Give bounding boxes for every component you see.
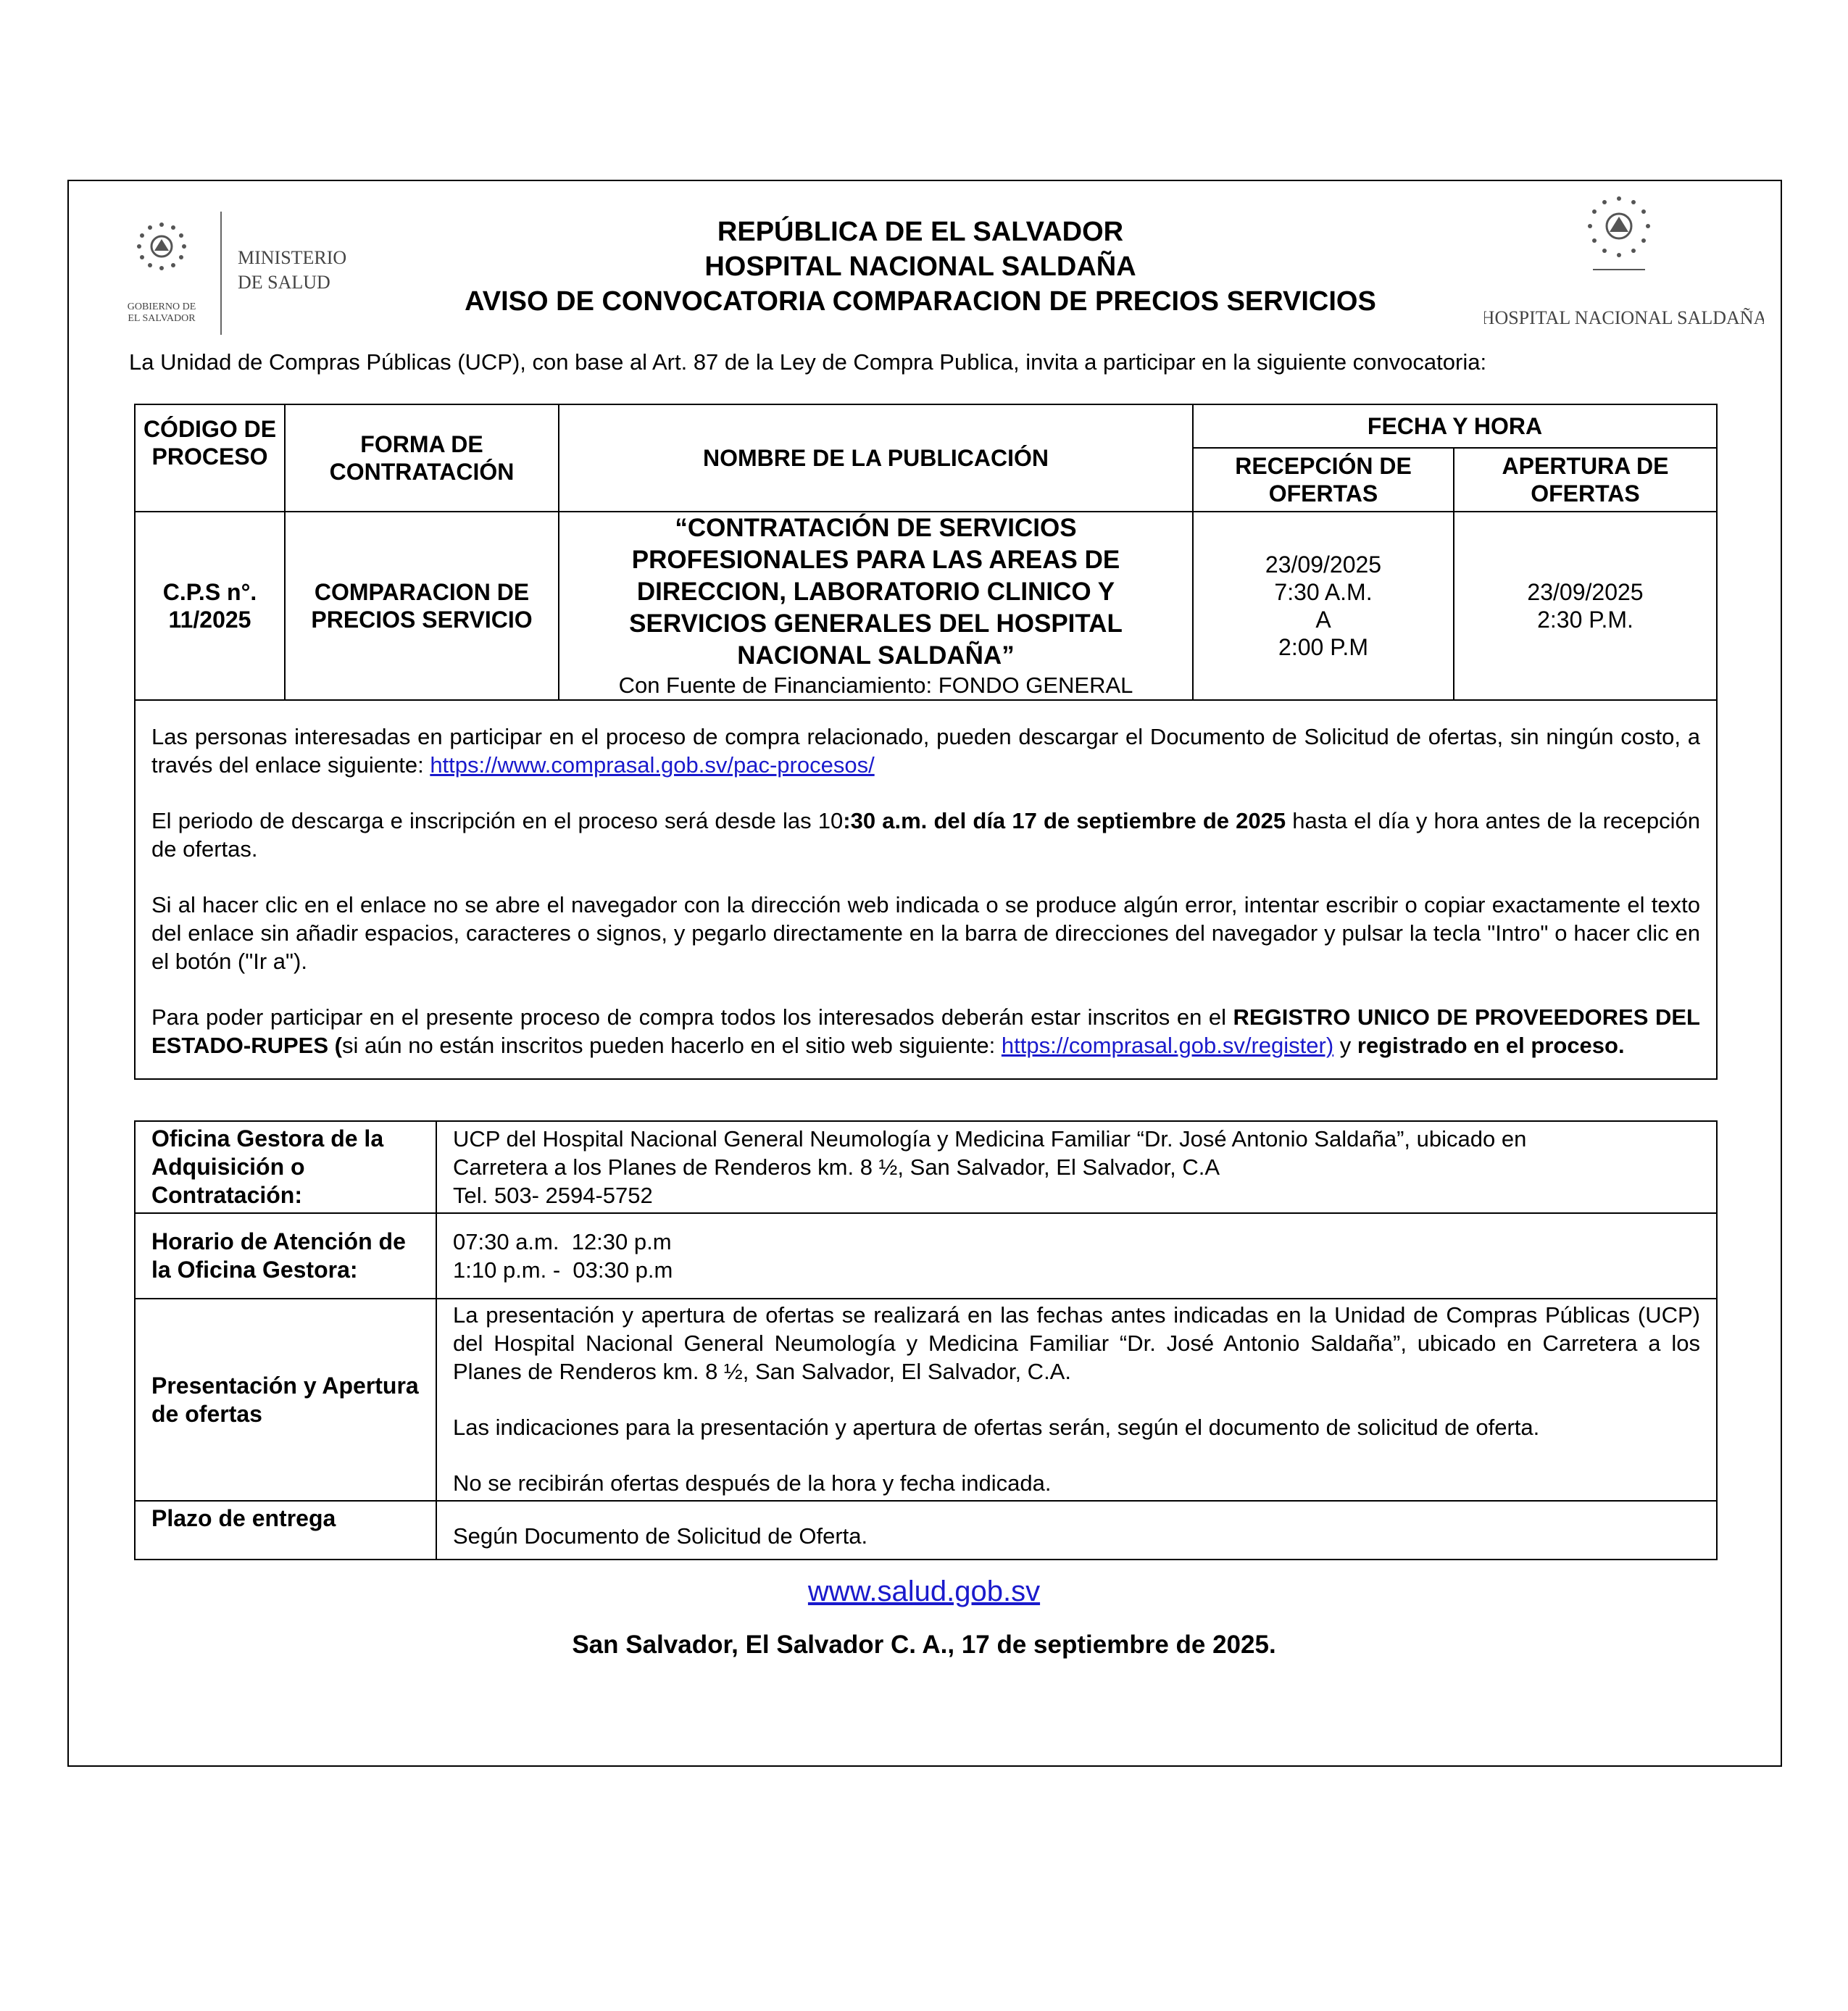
title-hospital: HOSPITAL NACIONAL SALDAÑA — [704, 251, 1136, 282]
svg-text:GOBIERNO DE: GOBIERNO DE — [127, 301, 196, 312]
salud-website-link[interactable]: www.salud.gob.sv — [807, 1575, 1041, 1607]
header-codigo: CÓDIGO DE PROCESO — [135, 404, 285, 512]
coat-of-arms-icon — [137, 222, 186, 270]
table-row — [135, 1121, 1717, 1213]
label-horario: Horario de Atención de la Oficina Gestora: — [135, 1213, 436, 1299]
value-presentacion: La presentación y apertura de ofertas se realizará en las fechas antes indicadas en la Unidad de Compras Públicas (UCP) del Hospital Nacional General Neumología y Medicina Familiar “Dr. José Antonio Saldaña”, ubicado en Carretera a los Planes de Renderos km. 8 ½, San Salvador, El Salvador, C.A. Las indicaciones para la presentación y apertura de ofertas serán, según el documento de solicitud de oferta. No se recibirán ofertas después de la hora y fecha indicada. — [436, 1299, 1717, 1501]
svg-text:HOSPITAL NACIONAL SALDAÑA: HOSPITAL NACIONAL SALDAÑA — [1484, 307, 1764, 328]
svg-text:DE SALUD: DE SALUD — [238, 272, 330, 293]
publication-funding: Con Fuente de Financiamiento: FONDO GENERAL — [618, 673, 1133, 698]
cell-apertura: 23/09/2025 2:30 P.M. — [1454, 512, 1717, 700]
label-presentacion: Presentación y Apertura de ofertas — [135, 1299, 436, 1501]
cell-nombre — [559, 512, 1193, 700]
label-plazo: Plazo de entrega — [135, 1501, 436, 1560]
value-plazo: Según Documento de Solicitud de Oferta. — [436, 1501, 1717, 1560]
header-nombre: NOMBRE DE LA PUBLICACIÓN — [559, 404, 1193, 512]
value-oficina: UCP del Hospital Nacional General Neumología y Medicina Familiar “Dr. José Antonio Saldaña”, ubicado en Carretera a los Planes de Renderos km. 8 ½, San Salvador, El Salvador, C.A Tel. 503- 2594-5752 — [436, 1121, 1717, 1213]
svg-text:MINISTERIO: MINISTERIO — [238, 247, 347, 268]
paragraph-period: El periodo de descarga e inscripción en el proceso será desde las 10:30 a.m. del día 17 de septiembre de 2025 hasta el día y hora antes de la recepción de ofertas. — [151, 808, 1700, 862]
cell-codigo: C.P.S n°. 11/2025 — [135, 512, 285, 700]
header-apertura: APERTURA DE OFERTAS — [1454, 448, 1717, 512]
publication-title: “CONTRATACIÓN DE SERVICIOS PROFESIONALES PARA LAS AREAS DE DIRECCION, LABORATORIO CLINICO Y SERVICIOS GENERALES DEL HOSPITAL NACIONAL SALDAÑA” — [629, 514, 1123, 670]
table-row — [135, 1501, 1717, 1560]
table-row — [135, 1299, 1717, 1501]
paragraph-rupes: Para poder participar en el presente proceso de compra todos los interesados deberán estar inscritos en el REGISTRO UNICO DE PROVEEDORES DEL ESTADO-RUPES (si aún no están inscritos pueden hacerlo en el sitio web siguiente: https://comprasal.gob.sv/register) y registrado en el proceso. — [151, 1004, 1700, 1058]
svg-text:EL SALVADOR: EL SALVADOR — [128, 313, 196, 324]
header-fecha-hora: FECHA Y HORA — [1193, 404, 1717, 448]
info-table — [134, 1120, 1718, 1560]
ministerio-salud-logo — [116, 212, 362, 335]
title-notice: AVISO DE CONVOCATORIA COMPARACION DE PRECIOS SERVICIOS — [465, 286, 1376, 317]
value-horario: 07:30 a.m. 12:30 p.m 1:10 p.m. - 03:30 p.m — [436, 1213, 1717, 1299]
comprasal-register-link[interactable]: https://comprasal.gob.sv/register) — [1001, 1033, 1334, 1058]
paragraph-download: Las personas interesadas en participar en el proceso de compra relacionado, pueden descargar el Documento de Solicitud de ofertas, sin ningún costo, a través del enlace siguiente: https://www.comprasal.gob.sv/pac-procesos/ — [151, 724, 1700, 778]
title-republic: REPÚBLICA DE EL SALVADOR — [717, 217, 1124, 247]
document-title-block — [362, 215, 1478, 319]
cell-forma: COMPARACION DE PRECIOS SERVICIO — [285, 512, 559, 700]
header-forma: FORMA DE CONTRATACIÓN — [285, 404, 559, 512]
intro-text: La Unidad de Compras Públicas (UCP), con base al Art. 87 de la Ley de Compra Publica, invita a participar en la siguiente convocatoria: — [129, 349, 1487, 375]
hospital-saldana-logo — [1484, 190, 1764, 335]
table-row — [135, 512, 1717, 700]
header-recepcion: RECEPCIÓN DE OFERTAS — [1193, 448, 1454, 512]
website-footer — [0, 1574, 1848, 1609]
place-date: San Salvador, El Salvador C. A., 17 de septiembre de 2025. — [572, 1631, 1276, 1659]
coat-of-arms-icon — [1588, 196, 1650, 270]
label-oficina: Oficina Gestora de la Adquisición o Contratación: — [135, 1121, 436, 1213]
main-table — [134, 404, 1718, 1080]
cell-recepcion: 23/09/2025 7:30 A.M. A 2:00 P.M — [1193, 512, 1454, 700]
instructions-block — [135, 700, 1717, 1079]
comprasal-procesos-link[interactable]: https://www.comprasal.gob.sv/pac-procesos/ — [430, 752, 875, 778]
paragraph-link-help: Si al hacer clic en el enlace no se abre el navegador con la dirección web indicada o se produce algún error, intentar escribir o copiar exactamente el texto del enlace sin añadir espacios, caracteres o signos, y pegarlo directamente en la barra de direcciones del navegador y pulsar la tecla "Intro" o hacer clic en el botón ("Ir a"). — [151, 892, 1700, 974]
table-row — [135, 1213, 1717, 1299]
